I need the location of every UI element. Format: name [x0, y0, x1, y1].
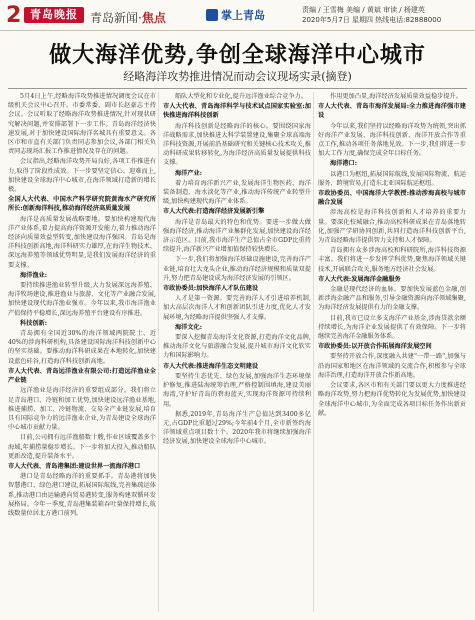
subheading: 科技创新:	[20, 319, 48, 327]
subheading: 市政协委员:加快海洋人才队伍建设	[163, 285, 259, 293]
paragraph: 5月4日上午,经略海洋攻势推进情况调度会议在市级机关会议中心召开。市委常委、副市长赵豪志主持会议。会议听取了经略海洋攻势推进情况,针对现状研究解决问题,并安排部署下一步工作。青岛海洋经济快速发展,对于加快建设国际海洋名城具有重要意义。各区市和市直有关部门负责同志参加会议,各部门相关负责同志现场汇报工作推进情况及存在的问题。	[8, 93, 156, 156]
article-column-1	[8, 92, 156, 612]
paragraph: 海洋科技创新是经略海洋的核心。要围绕国家海洋战略需求,加快推进大科学装置建设,集聚全球高端海洋科技资源,开展前沿基础研究和关键核心技术攻关,推动科研成果转移转化,为海洋经济高质量发展提供科技支撑。	[163, 122, 311, 167]
paragraph: 金融是现代经济的血脉。要加快发展蓝色金融,创新涉海金融产品和服务,引导金融资源向海洋领域集聚,为海洋经济发展提供有力的金融支撑。	[318, 286, 466, 312]
headline-divider	[8, 88, 467, 89]
subheading: 市人大代表、青岛远洋渔业有限公司:打造远洋渔业全产业链	[8, 367, 156, 385]
app-badge	[206, 7, 265, 23]
paragraph: 涉海高校是海洋科技创新和人才培养的重要力量。要深化校城融合,推动高校科研成果在青岛落地转化,加强产学研协同创新,共同打造海洋科技创新平台,为青岛经略海洋提供智力支持和人才保障。	[318, 209, 466, 245]
paragraph: 作用更加凸显,海洋经济发展质量效益稳步提升。	[330, 93, 462, 100]
subheading: 海洋港口:	[330, 160, 358, 168]
subheading: 海洋产业:	[175, 169, 203, 177]
paragraph: 着力培育海洋新兴产业,发展海洋生物医药、海洋装备制造、海水淡化等产业,推动海洋传统产业转型升级,加快构建现代海洋产业体系。	[163, 179, 311, 206]
paragraph: 据悉,2019年,青岛海洋生产总值达到3400多亿元,占GDP比重超过29%;今年前4个月,全市新签约海洋领域重点项目数十个。2020年我市将继续加强海洋经济发展,加快建设全球海洋中心城市。	[163, 410, 311, 446]
paragraph: 会议要求,各区市和有关部门要以更大力度推进经略海洋攻势,努力把海洋优势转化为发展优势,加快建设全球海洋中心城市,为全面完成各项目标任务作出新贡献。	[318, 382, 466, 417]
page-number: 2	[6, 3, 22, 28]
paragraph: 要坚持开放合作,深度融入共建"一带一路",加强与沿海国家和地区在海洋领域的交流合作,积极参与全球海洋治理,打造海洋开放合作新高地。	[318, 353, 466, 379]
masthead	[0, 0, 475, 31]
paragraph: 人才是第一资源。要完善海洋人才引进培养机制,加大高层次海洋人才和创新团队引进力度,优化人才发展环境,为经略海洋提供坚强人才支撑。	[163, 295, 311, 321]
section-emphasis: 焦点	[141, 11, 166, 25]
app-name: 掌上青岛	[221, 9, 265, 22]
subheading: 市政协委员:以开放合作拓展海洋发展空间	[318, 343, 432, 351]
subheading: 市政协委员、中国海洋大学教授:推动涉海高校与城市融合发展	[318, 190, 466, 207]
subheading: 市人大代表:发展海洋金融服务	[318, 275, 401, 283]
paragraph: 要坚持生态优先、绿色发展,加强海洋生态环境保护修复,推进陆海统筹治理,严格控制围填海,建设美丽海湾,守护好青岛的碧海蓝天,实现海洋资源可持续利用。	[163, 372, 311, 408]
article-column-3	[318, 92, 466, 612]
paragraph: 远洋渔业是海洋经济的重要组成部分。我们将立足青岛港口、冷链和加工优势,加快建设远洋渔业基地,推进捕捞、加工、冷链物流、交易全产业链发展,培育具有国际竞争力的远洋渔业企业,为青岛建设全球海洋中心城市贡献力量。	[8, 387, 156, 432]
column-divider	[158, 92, 159, 612]
edition-meta	[302, 5, 441, 25]
newspaper-logo: 青岛晚报	[24, 7, 84, 23]
subheading: 市人大代表、青岛海洋科学与技术试点国家实验室:加快推进海洋科技创新	[163, 103, 311, 120]
subheading: 全国人大代表、中国水产科学研究院黄海水产研究所所长:创新海洋科技,推动海洋经济高质量发展	[8, 196, 156, 213]
paragraph: 以港口为枢纽,拓展国际航线,发展国际物流、航运服务、跨境贸易,打造东北亚国际航运枢纽。	[318, 170, 466, 187]
paragraph: 要深入挖掘青岛海洋文化资源,打造海洋文化品牌,推动海洋文化与旅游融合发展,提升城市海洋文化软实力和国际影响力。	[163, 334, 311, 360]
subheading: 市人大代表、青岛市海洋发展局:全力推进海洋强市建设	[318, 103, 466, 120]
paragraph: 青岛拥有众多涉海高校和科研院所,海洋科技资源丰富。我们将进一步发挥学科优势,聚焦海洋领域关键技术,开展联合攻关,服务地方经济社会发展。	[318, 247, 466, 273]
date-hotline: 2020年5月7日 星期四 热线电话:82888000	[302, 16, 442, 24]
subheading: 市人大代表、青岛港集团:建设世界一流海洋港口	[8, 462, 141, 470]
subheadline: 经略海洋攻势推进情况而动会议现场实录(摘登)	[123, 70, 352, 83]
headline: 做大海洋优势,争创全球海洋中心城市	[49, 42, 426, 68]
subheading: 市人大代表:打造海洋经济发展新引擎	[163, 208, 265, 216]
paragraph: 会议指出,经略海洋攻势开局良好,各项工作推进有力,取得了阶段性成效。下一步要坚定信心、迎难而上,加快建设全球海洋中心城市,在海洋领域打造新的增长极。	[8, 158, 156, 194]
paragraph: 今年以来,我们坚持以经略海洋攻势为统领,突出抓好海洋产业发展、海洋科技创新、海洋开放合作等重点工作,推动各项任务落地见效。下一步,我们将进一步加大工作力度,确保完成全年目标任务。	[318, 122, 466, 158]
paragraph: 海洋是高质量发展战略要地。要加快构建现代海洋产业体系,着力提高海洋资源开发能力,着力推动海洋经济向质量效益型转变,加快建设海洋强国。青岛是海洋科技创新高地,海洋科研实力雄厚,在海洋生物技术、深远海养殖等领域优势明显,是我们发展海洋经济的重要支撑。	[8, 215, 156, 269]
section-title	[90, 9, 166, 26]
paragraph: 青岛拥有全国近30%的海洋领域两院院士、近40%的涉海科研机构,具备建设国际海洋科技创新中心的坚实基础。要推动海洋科研成果在本地转化,加快建设蓝色硅谷,打造海洋科技创新高地。	[8, 330, 156, 365]
paragraph: 港口是青岛经略海洋的重要抓手。青岛港将加快智慧港口、绿色港口建设,拓展国际航线,完善集疏运体系,推动港口由运输港向贸易港转变,服务构建双循环发展格局。今年一季度,青岛港集装箱吞吐量保持增长,航线数量位居北方港口前列。	[8, 473, 156, 517]
subheading: 海洋文化:	[175, 323, 203, 331]
article-column-2	[163, 92, 311, 612]
app-icon	[206, 9, 218, 21]
section-name: 青岛新闻·	[90, 11, 142, 25]
paragraph: 下一步,我们将加强海洋基础设施建设,完善海洋产业链,培育壮大龙头企业,推动海洋经济规模和质量双提升,努力把青岛建设成为海洋经济发展的引领区。	[163, 256, 311, 282]
paragraph: 目前,公司拥有远洋渔船数十艘,作业区域覆盖多个海域,年捕捞量稳步增长。下一步将加大投入,推动船队更新改造,提升装备水平。	[8, 434, 156, 460]
paragraph: 目前,我市已设立多支海洋产业基金,涉海贷款余额持续增长,为海洋企业发展提供了有效保障。下一步将继续完善海洋金融服务体系。	[318, 314, 466, 341]
paragraph: 船队大型化和专业化,提升远洋渔业综合竞争力。	[175, 93, 307, 100]
editor-credits: 责编 / 王雪梅 美编 / 黄斌 审读 / 杨建英	[302, 6, 425, 14]
paragraph: 海洋是青岛最大的特色和优势。要进一步做大做强海洋经济,推动海洋产业集群化发展,加快建设海洋经济示范区。目前,我市海洋生产总值占全市GDP比重持续提升,海洋新兴产业增加值保持较快增长。	[163, 218, 311, 254]
subheading: 市人大代表:推进海洋生态文明建设	[163, 362, 259, 370]
subheading: 海洋渔业:	[20, 271, 48, 279]
paragraph: 要持续推进渔业转型升级,大力发展深远海养殖、海洋牧场建设,推进渔业与旅游、文化等产业融合发展,加快建设现代海洋渔业强市。今年以来,我市海洋渔业产值保持平稳增长,深远海养殖平台建设有序推进。	[8, 282, 156, 317]
column-divider	[313, 92, 314, 612]
